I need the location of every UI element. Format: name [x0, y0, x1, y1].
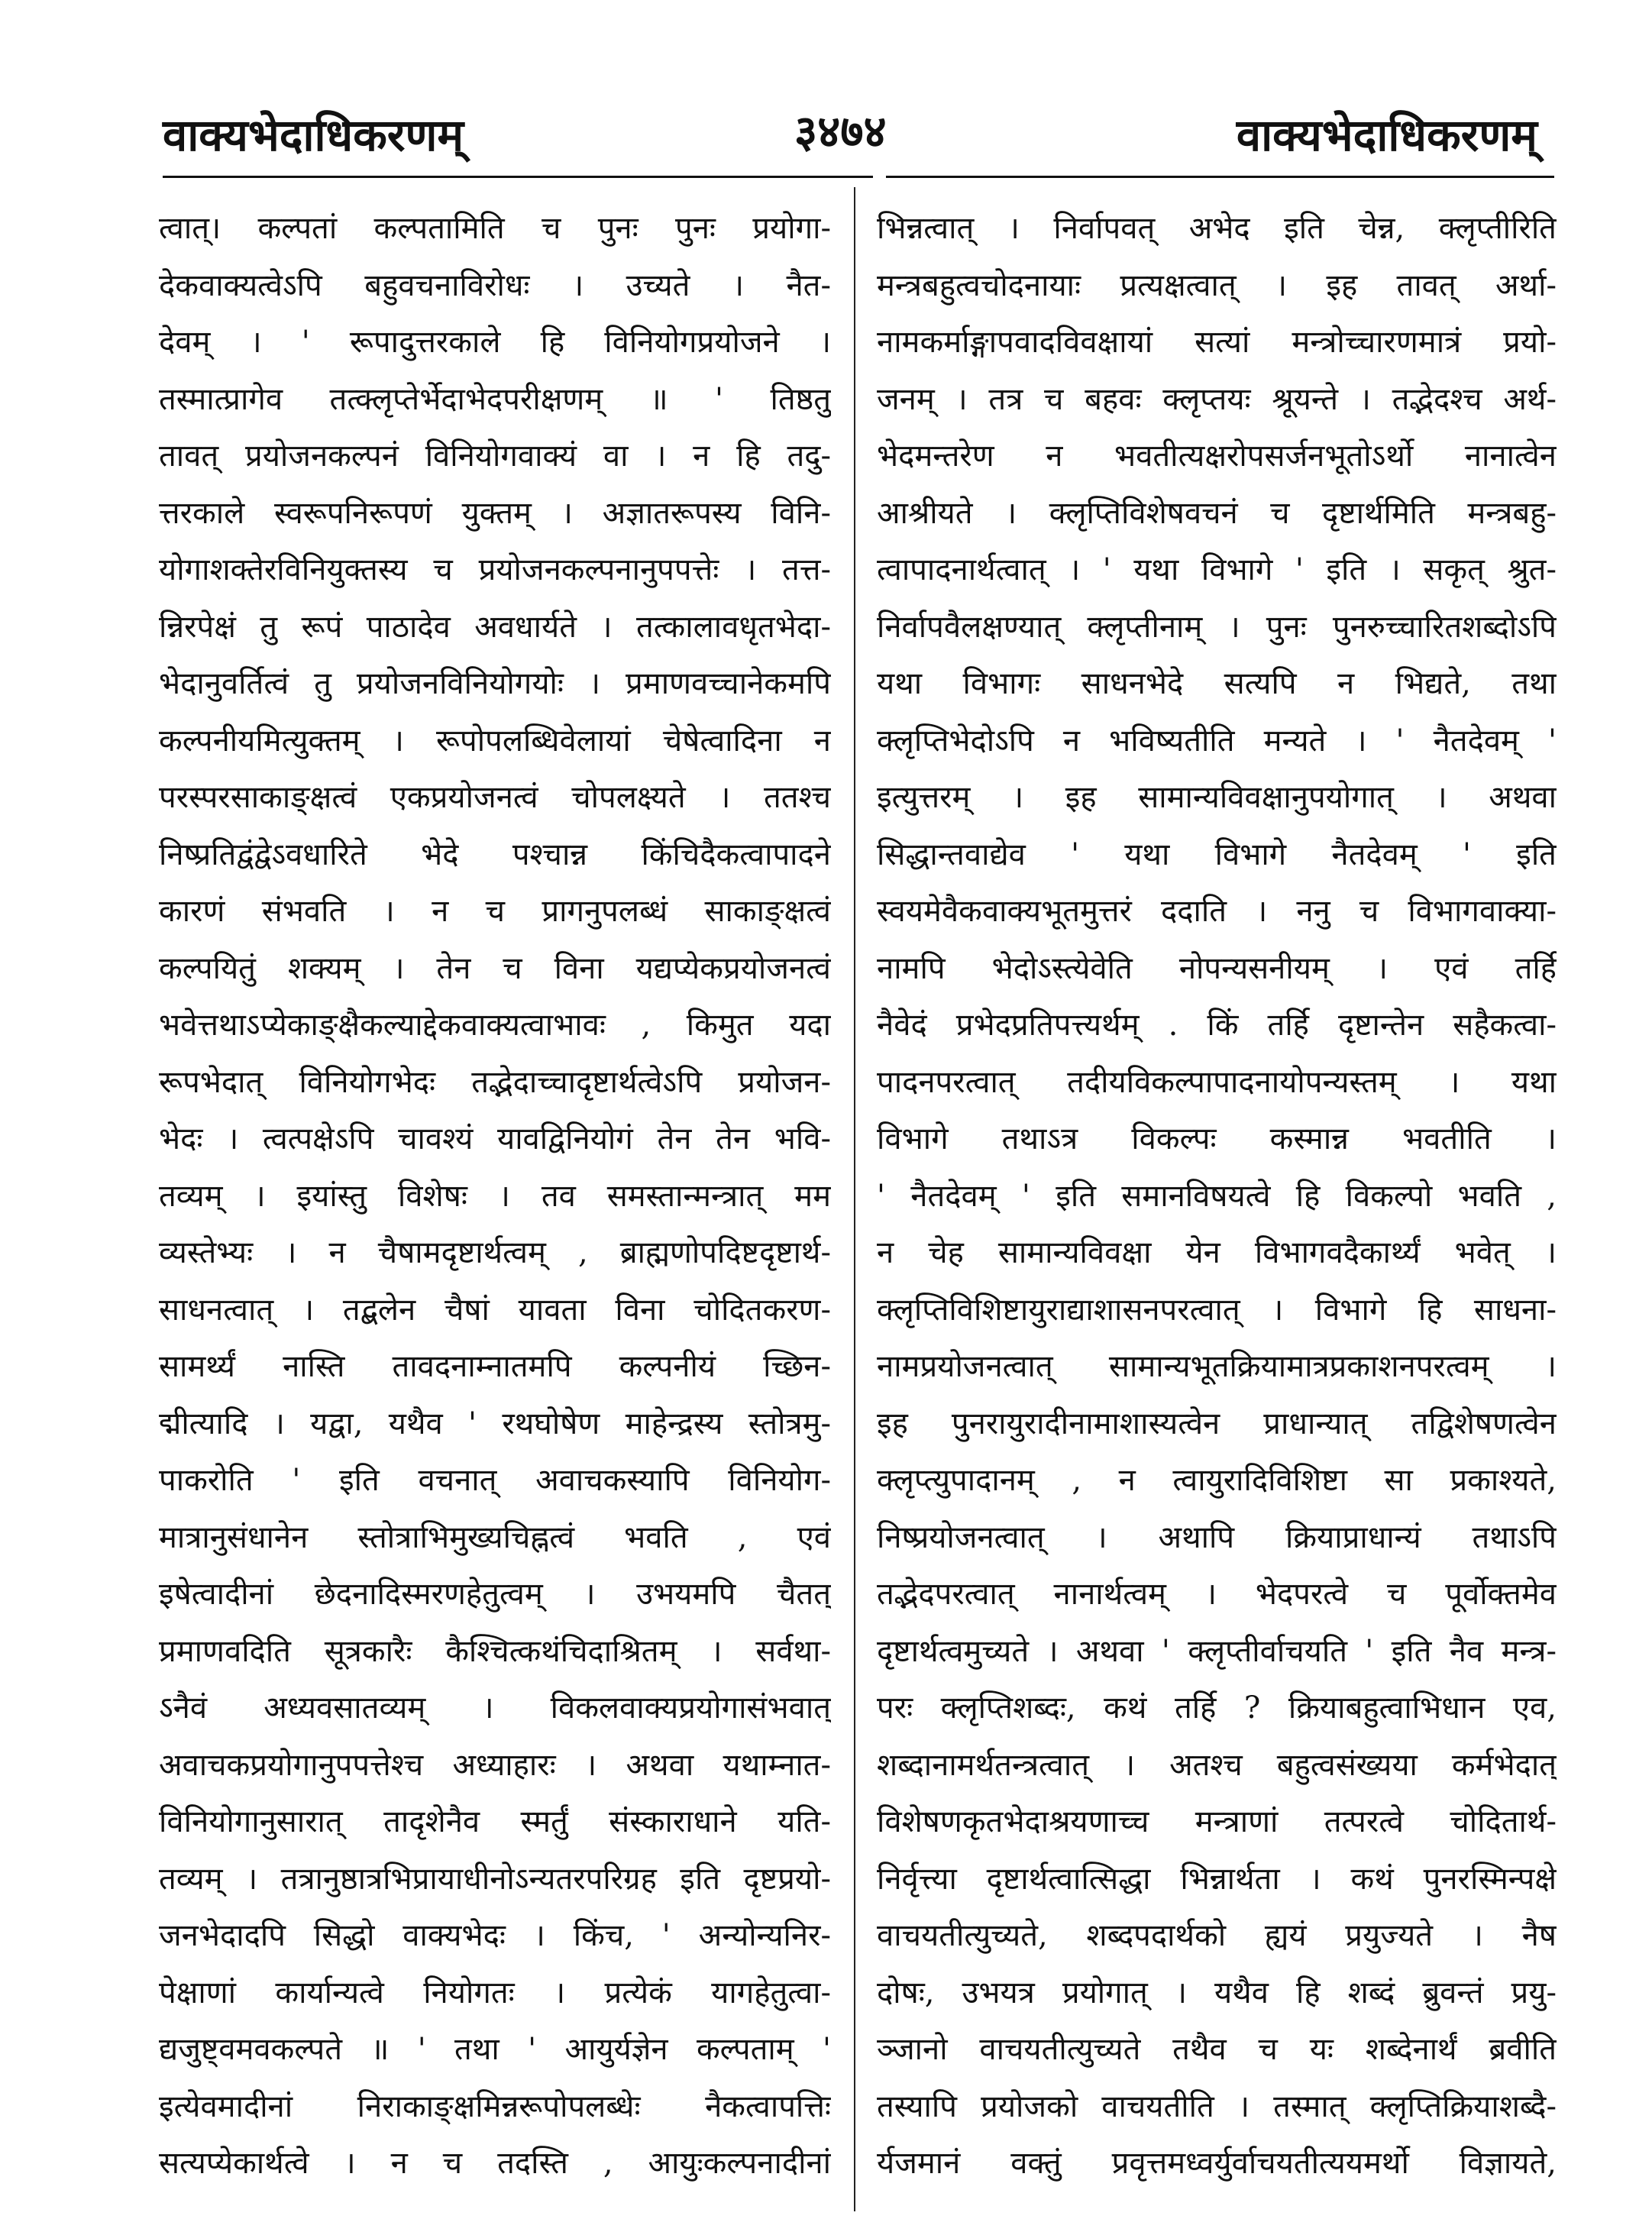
page-header	[0, 0, 1652, 168]
text-line: न्निरपेक्षं तु रूपं पाठादेव अवधार्यते । तत्कालावधृतभेदा-	[159, 609, 831, 645]
text-line: न चेह सामान्यविवक्षा येन विभागवदैकार्थ्यं भवेत् ।	[877, 1235, 1557, 1270]
text-line: निर्वृत्त्या दृष्टार्थत्वात्सिद्धा भिन्नार्थता । कथं पुनरस्मिन्पक्षे	[877, 1861, 1557, 1897]
text-line: शब्दानामर्थतन्त्रत्वात् । अतश्च बहुत्वसंख्यया कर्मभेदात्	[877, 1747, 1557, 1783]
text-line: तद्भेदपरत्वात् नानार्थत्वम् । भेदपरत्वे च पूर्वोक्तमेव	[877, 1577, 1557, 1612]
text-line: द्मीत्यादि । यद्वा, यथैव ' रथघोषेण माहेन्द्रस्य स्तोत्रमु-	[159, 1405, 831, 1441]
text-line: इत्येवमादीनां निराकाङ्क्षमिन्नरूपोपलब्धेः नैकत्वापत्तिः	[159, 2088, 831, 2124]
text-line: साधनत्वात् । तद्बलेन चैषां यावता विना चोदितकरण-	[159, 1292, 831, 1328]
text-line: पाकरोति ' इति वचनात् अवाचकस्यापि विनियोग-	[159, 1463, 831, 1498]
text-line: मन्त्रबहुत्वचोदनायाः प्रत्यक्षत्वात् । इह तावत् अर्था-	[877, 267, 1557, 303]
text-line: तावत् प्रयोजनकल्पनं विनियोगवाक्यं वा । न हि तदु-	[159, 438, 831, 474]
text-line: भेदमन्तरेण न भवतीत्यक्षरोपसर्जनभूतोऽर्थो नानात्वेन	[877, 438, 1557, 474]
text-line: तव्यम् । तत्रानुष्ठात्रभिप्रायाधीनोऽन्यतरपरिग्रह इति दृष्टप्रयो-	[159, 1861, 831, 1897]
page-number: ३४७४	[794, 105, 887, 157]
text-line: त्तरकाले स्वरूपनिरूपणं युक्तम् । अज्ञातरूपस्य विनि-	[159, 495, 831, 531]
text-line: दोषः, उभयत्र प्रयोगात् । यथैव हि शब्दं ब्रुवन्तं प्रयु-	[877, 1975, 1557, 2010]
text-line: निष्प्रतिद्वंद्वेऽवधारिते भेदे पश्चान्न किंचिदैकत्वापादने	[159, 836, 831, 872]
text-line: सामर्थ्यं नास्ति तावदनाम्नातमपि कल्पनीयं च्छिन-	[159, 1349, 831, 1384]
text-line: भवेत्तथाऽप्येकाङ्क्षैकल्याद्देकवाक्यत्वाभावः , किमुत यदा	[159, 1008, 831, 1043]
text-line: निष्प्रयोजनत्वात् । अथापि क्रियाप्राधान्यं तथाऽपि	[877, 1519, 1557, 1555]
text-line: द्यजुष्ट्वमवकल्पते ॥ ' तथा ' आयुर्यज्ञेन कल्पताम् '	[159, 2032, 831, 2067]
text-line: दृष्टार्थत्वमुच्यते । अथवा ' क्लृप्तीर्वाचयति ' इति नैव मन्त्र-	[877, 1633, 1557, 1669]
header-right-title: वाक्यभेदाधिकरणम्	[1236, 109, 1537, 161]
text-line: र्यजमानं वक्तुं प्रवृत्तमध्वर्युर्वाचयतीत्ययमर्थो विज्ञायते,	[877, 2146, 1557, 2181]
text-line: इत्युत्तरम् । इह सामान्यविवक्षानुपयोगात् । अथवा	[877, 780, 1557, 815]
text-line: पेक्षाणां कार्यान्यत्वे नियोगतः । प्रत्येकं यागहेतुत्वा-	[159, 1975, 831, 2010]
text-line: क्लृप्त्युपादानम् , न त्वायुरादिविशिष्टा सा प्रकाश्यते,	[877, 1463, 1557, 1498]
text-line: यथा विभागः साधनभेदे सत्यपि न भिद्यते, तथा	[877, 666, 1557, 701]
text-line: विनियोगानुसारात् तादृशेनैव स्मर्तुं संस्काराधाने यति-	[159, 1804, 831, 1839]
text-line: नामप्रयोजनत्वात् सामान्यभूतक्रियामात्रप्रकाशनपरत्वम् ।	[877, 1349, 1557, 1384]
text-line: अवाचकप्रयोगानुपपत्तेश्च अध्याहारः । अथवा यथाम्नात-	[159, 1747, 831, 1783]
text-line: त्वापादनार्थत्वात् । ' यथा विभागे ' इति । सकृत् श्रुत-	[877, 552, 1557, 587]
text-line: क्लृप्तिविशिष्टायुराद्याशासनपरत्वात् । विभागे हि साधना-	[877, 1292, 1557, 1328]
text-line: कल्पनीयमित्युक्तम् । रूपोपलब्धिवेलायां चेषेत्वादिना न	[159, 723, 831, 759]
text-line: इषेत्वादीनां छेदनादिस्मरणहेतुत्वम् । उभयमपि चैतत्	[159, 1577, 831, 1612]
text-line: नामपि भेदोऽस्त्येवेति नोपन्यसनीयम् । एवं तर्हि	[877, 950, 1557, 986]
header-rule-left	[163, 176, 873, 178]
left-column	[159, 200, 831, 2192]
text-line: ञ्जानो वाचयतीत्युच्यते तथैव च यः शब्देनार्थं ब्रवीति	[877, 2032, 1557, 2067]
text-line: व्यस्तेभ्यः । न चैषामदृष्टार्थत्वम् , ब्राह्मणोपदिष्टदृष्टार्थ-	[159, 1235, 831, 1270]
text-line: भेदानुवर्तित्वं तु प्रयोजनविनियोगयोः । प्रमाणवच्चानेकमपि	[159, 666, 831, 701]
text-line: आश्रीयते । क्लृप्तिविशेषवचनं च दृष्टार्थमिति मन्त्रबहु-	[877, 495, 1557, 531]
text-line: देवम् । ' रूपादुत्तरकाले हि विनियोगप्रयोजने ।	[159, 325, 831, 360]
text-line: सत्यप्येकार्थत्वे । न च तदस्ति , आयुःकल्पनादीनां	[159, 2146, 831, 2181]
text-line: देकवाक्यत्वेऽपि बहुवचनाविरोधः । उच्यते । नैत-	[159, 267, 831, 303]
text-line: योगाशक्तेरविनियुक्तस्य च प्रयोजनकल्पनानुपपत्तेः । तत्त-	[159, 552, 831, 587]
text-line: प्रमाणवदिति सूत्रकारैः कैश्चित्कथंचिदाश्रितम् । सर्वथा-	[159, 1633, 831, 1669]
text-line: भेदः । त्वत्पक्षेऽपि चावश्यं यावद्विनियोगं तेन तेन भवि-	[159, 1121, 831, 1156]
text-line: इह पुनरायुरादीनामाशास्यत्वेन प्राधान्यात् तद्विशेषणत्वेन	[877, 1405, 1557, 1441]
column-divider	[854, 187, 855, 2211]
text-line: नैवेदं प्रभेदप्रतिपत्त्यर्थम् . किं तर्हि दृष्टान्तेन सहैकत्वा-	[877, 1008, 1557, 1043]
header-left-title: वाक्यभेदाधिकरणम्	[163, 109, 464, 161]
text-line: परः क्लृप्तिशब्दः, कथं तर्हि ? क्रियाबहुत्वाभिधान एव,	[877, 1690, 1557, 1726]
text-line: ' नैतदेवम् ' इति समानविषयत्वे हि विकल्पो भवति ,	[877, 1178, 1557, 1214]
text-line: वाचयतीत्युच्यते, शब्दपदार्थको ह्ययं प्रयुज्यते । नैष	[877, 1918, 1557, 1953]
text-line: तस्यापि प्रयोजको वाचयतीति । तस्मात् क्लृप्तिक्रियाशब्दै-	[877, 2088, 1557, 2124]
header-rule-right	[886, 176, 1554, 178]
text-line: स्वयमेवैकवाक्यभूतमुत्तरं ददाति । ननु च विभागवाक्या-	[877, 894, 1557, 929]
text-line: कारणं संभवति । न च प्रागनुपलब्धं साकाङ्क्षत्वं	[159, 894, 831, 929]
text-line: ऽनैवं अध्यवसातव्यम् । विकलवाक्यप्रयोगासंभवात्	[159, 1690, 831, 1726]
text-line: विशेषणकृतभेदाश्रयणाच्च मन्त्राणां तत्परत्वे चोदितार्थ-	[877, 1804, 1557, 1839]
text-line: कल्पयितुं शक्यम् । तेन च विना यद्यप्येकप्रयोजनत्वं	[159, 950, 831, 986]
text-line: तस्मात्प्रागेव तत्क्लृप्तेर्भेदाभेदपरीक्षणम् ॥ ' तिष्ठतु	[159, 381, 831, 417]
text-line: क्लृप्तिभेदोऽपि न भविष्यतीति मन्यते । ' नैतदेवम् '	[877, 723, 1557, 759]
right-column	[877, 200, 1557, 2192]
text-line: निर्वापवैलक्षण्यात् क्लृप्तीनाम् । पुनः पुनरुच्चारितशब्दोऽपि	[877, 609, 1557, 645]
text-line: त्वात्। कल्पतां कल्पतामिति च पुनः पुनः प्रयोगा-	[159, 211, 831, 246]
text-line: विभागे तथाऽत्र विकल्पः कस्मान्न भवतीति ।	[877, 1121, 1557, 1156]
text-line: पादनपरत्वात् तदीयविकल्पापादनायोपन्यस्तम् । यथा	[877, 1064, 1557, 1100]
text-line: परस्परसाकाङ्क्षत्वं एकप्रयोजनत्वं चोपलक्ष्यते । ततश्च	[159, 780, 831, 815]
text-line: जनम् । तत्र च बहवः क्लृप्तयः श्रूयन्ते । तद्भेदश्च अर्थ-	[877, 381, 1557, 417]
text-line: तव्यम् । इयांस्तु विशेषः । तव समस्तान्मन्त्रात् मम	[159, 1178, 831, 1214]
text-line: रूपभेदात् विनियोगभेदः तद्भेदाच्चादृष्टार्थत्वेऽपि प्रयोजन-	[159, 1064, 831, 1100]
text-line: नामकर्माङ्गापवादविवक्षायां सत्यां मन्त्रोच्चारणमात्रं प्रयो-	[877, 325, 1557, 360]
text-line: मात्रानुसंधानेन स्तोत्राभिमुख्यचिह्नत्वं भवति , एवं	[159, 1519, 831, 1555]
text-line: जनभेदादपि सिद्धो वाक्यभेदः । किंच, ' अन्योन्यनिर-	[159, 1918, 831, 1953]
text-line: सिद्धान्तवाद्येव ' यथा विभागे नैतदेवम् ' इति	[877, 836, 1557, 872]
text-line: भिन्नत्वात् । निर्वापवत् अभेद इति चेन्न, क्लृप्तीरिति	[877, 211, 1557, 246]
